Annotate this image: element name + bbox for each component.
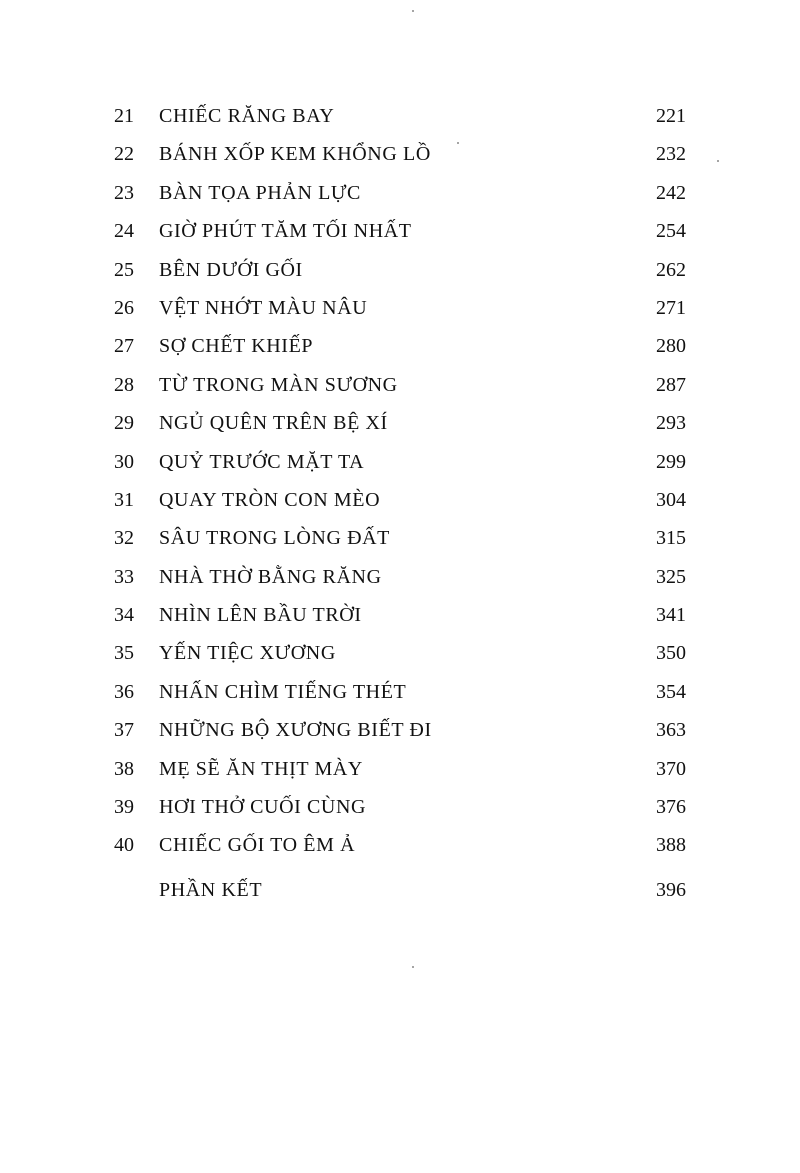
page-number: 396: [656, 878, 686, 901]
chapter-title: BÊN DƯỚI GỐI: [159, 258, 303, 281]
page-number: 354: [656, 680, 686, 703]
page-number: 287: [656, 373, 686, 396]
chapter-title: GIỜ PHÚT TĂM TỐI NHẤT: [159, 220, 412, 243]
chapter-number: 35: [114, 642, 134, 665]
page-number: 363: [656, 719, 686, 742]
chapter-number: 29: [114, 412, 134, 435]
chapter-number: 34: [114, 604, 134, 627]
page-number: 315: [656, 527, 686, 550]
chapter-number: 21: [114, 105, 134, 127]
chapter-title: NGỦ QUÊN TRÊN BỆ XÍ: [159, 412, 388, 435]
toc-entry: [0, 750, 800, 788]
chapter-title: CHIẾC GỐI TO ÊM Ả: [159, 834, 356, 857]
chapter-title: NHÌN LÊN BẦU TRỜI: [159, 604, 362, 627]
toc-entry: [0, 558, 800, 596]
toc-entry: [0, 443, 800, 481]
page-number: 370: [656, 757, 686, 780]
page-number: 232: [656, 143, 686, 166]
toc-entry: [0, 212, 800, 250]
chapter-title: CHIẾC RĂNG BAY: [159, 105, 335, 127]
page-number: 242: [656, 181, 686, 204]
page-number: 388: [656, 834, 686, 857]
chapter-number: 23: [114, 181, 134, 204]
page-number: 221: [656, 105, 686, 127]
scan-speck: [412, 966, 414, 968]
toc-entry: [0, 519, 800, 557]
toc-entry-epilogue: [0, 871, 800, 909]
chapter-title: NHỮNG BỘ XƯƠNG BIẾT ĐI: [159, 719, 432, 742]
toc-entry: [0, 97, 800, 135]
chapter-title: NHẤN CHÌM TIẾNG THÉT: [159, 680, 407, 703]
chapter-title: QUAY TRÒN CON MÈO: [159, 488, 381, 511]
chapter-title: VỆT NHỚT MÀU NÂU: [159, 296, 368, 319]
page-number: 325: [656, 565, 686, 588]
chapter-number: 39: [114, 796, 134, 819]
toc-entry: [0, 673, 800, 711]
page-number: 271: [656, 296, 686, 319]
scan-speck: [412, 10, 414, 12]
chapter-title: BÁNH XỐP KEM KHỔNG LỒ: [159, 143, 431, 166]
page-number: 262: [656, 258, 686, 281]
chapter-number: 38: [114, 757, 134, 780]
toc-entry: [0, 289, 800, 327]
toc-entry: [0, 711, 800, 749]
page-number: 350: [656, 642, 686, 665]
toc-entry: [0, 826, 800, 864]
page-number: 304: [656, 488, 686, 511]
chapter-number: 37: [114, 719, 134, 742]
toc-entry: [0, 366, 800, 404]
page-number: 280: [656, 335, 686, 358]
toc-entry: [0, 174, 800, 212]
chapter-number: 26: [114, 296, 134, 319]
chapter-number: 33: [114, 565, 134, 588]
chapter-number: 32: [114, 527, 134, 550]
chapter-number: 36: [114, 680, 134, 703]
toc-entry: [0, 596, 800, 634]
chapter-title: BÀN TỌA PHẢN LỰC: [159, 181, 361, 204]
chapter-title: NHÀ THỜ BẰNG RĂNG: [159, 565, 382, 588]
chapter-title: TỪ TRONG MÀN SƯƠNG: [159, 373, 398, 396]
chapter-title: SÂU TRONG LÒNG ĐẤT: [159, 527, 390, 550]
chapter-title: MẸ SẼ ĂN THỊT MÀY: [159, 757, 363, 780]
chapter-number: 31: [114, 488, 134, 511]
chapter-title: SỢ CHẾT KHIẾP: [159, 335, 314, 358]
chapter-number: 24: [114, 220, 134, 243]
table-of-contents: [0, 97, 800, 909]
toc-entry: [0, 481, 800, 519]
page-number: 293: [656, 412, 686, 435]
toc-entry: [0, 251, 800, 289]
chapter-number: 22: [114, 143, 134, 166]
chapter-number: 25: [114, 258, 134, 281]
toc-entry: [0, 135, 800, 173]
chapter-number: 30: [114, 450, 134, 473]
toc-entry: [0, 327, 800, 365]
page-number: 341: [656, 604, 686, 627]
chapter-title: QUỶ TRƯỚC MẶT TA: [159, 450, 365, 473]
epilogue-title: PHẦN KẾT: [159, 878, 263, 901]
page-number: 299: [656, 450, 686, 473]
toc-entry: [0, 404, 800, 442]
page-number: 254: [656, 220, 686, 243]
toc-entry: [0, 788, 800, 826]
chapter-number: 40: [114, 834, 134, 857]
chapter-number: 28: [114, 373, 134, 396]
chapter-title: YẾN TIỆC XƯƠNG: [159, 642, 336, 665]
chapter-title: HƠI THỞ CUỐI CÙNG: [159, 796, 367, 819]
toc-entry: [0, 634, 800, 672]
page-number: 376: [656, 796, 686, 819]
chapter-number: 27: [114, 335, 134, 358]
